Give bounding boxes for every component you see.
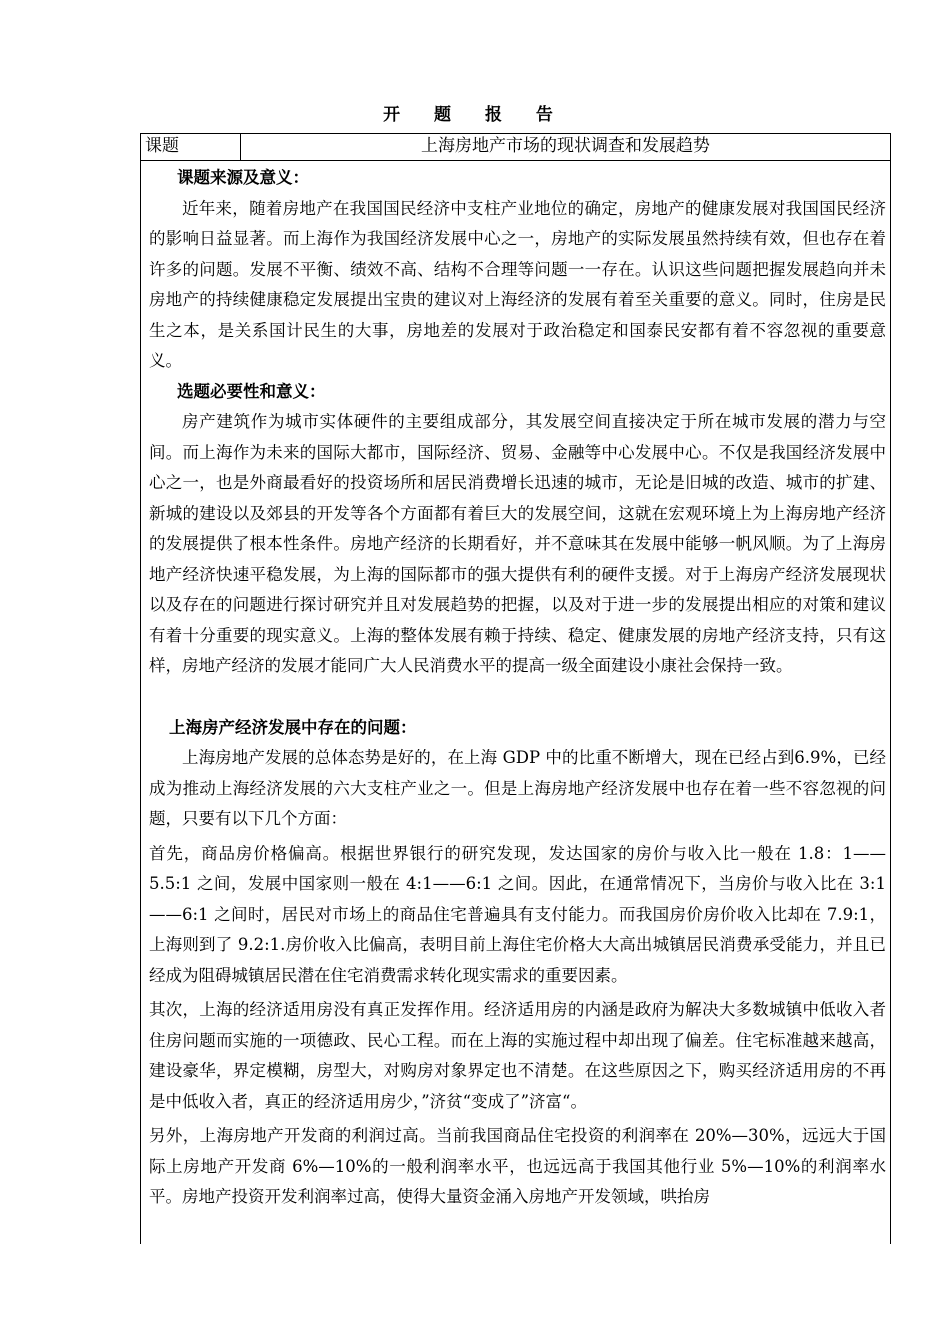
source-paragraph: 近年来，随着房地产在我国国民经济中支柱产业地位的确定，房地产的健康发展对我国国民经济的影响日益显著。而上海作为我国经济发展中心之一，房地产的实际发展虽然持续有效，但也存在着许多的问题。发展不平衡、绩效不高、结构不合理等问题一一存在。认识这些问题把握发展趋向并未房地产的持续健康稳定发展提出宝贵的建议对上海经济的发展有着至关重要的意义。同时，住房是民生之本，是关系国计民生的大事，房地差的发展对于政治稳定和国泰民安都有着不容忽视的重要意义。 bbox=[149, 198, 886, 370]
report-body bbox=[149, 163, 886, 1213]
topic-row bbox=[141, 134, 890, 161]
problem-paragraph-2: 其次，上海的经济适用房没有真正发挥作用。经济适用房的内涵是政府为解决大多数城镇中低收入者住房问题而实施的一项德政、民心工程。而在上海的实施过程中却出现了偏差。住宅标准越来越高，建设豪华，界定模糊，房型大，对购房对象界定也不清楚。在这些原因之下，购买经济适用房的不再是中低收入者，真正的经济适用房少，”济贫“变成了”济富“。 bbox=[149, 1000, 886, 1111]
topic-label: 课题 bbox=[141, 134, 241, 160]
problems-intro: 上海房地产发展的总体态势是好的，在上海 GDP 中的比重不断增大，现在已经占到6.9%，已经成为推动上海经济发展的六大支柱产业之一。但是上海房地产经济发展中也存在着一些不容忽视的问题，只要有以下几个方面： bbox=[149, 748, 886, 828]
problem-paragraph-1: 首先，商品房价格偏高。根据世界银行的研究发现，发达国家的房价与收入比一般在 1.8：1——5.5:1 之间，发展中国家则一般在 4:1——6:1 之间。因此，在通常情况下，当房价与收入比在 3:1——6:1 之间时，居民对市场上的商品住宅普遍具有支付能力。而我国房价房价收入比却在 7.9:1，上海则到了 9.2:1.房价收入比偏高，表明目前上海住宅价格大大高出城镇居民消费承受能力，并且已经成为阻碍城镇居民潜在住宅消费需求转化现实需求的重要因素。 bbox=[149, 843, 886, 985]
page-title: 开 题 报 告 bbox=[383, 105, 567, 125]
problem-paragraph-3: 另外，上海房地产开发商的利润过高。当前我国商品住宅投资的利润率在 20%—30%，远远大于国际上房地产开发商 6%—10%的一般利润率水平，也远远高于我国其他行业 5%—10%的利润率水平。房地产投资开发利润率过高，使得大量资金涌入房地产开发领域，哄抬房 bbox=[149, 1126, 886, 1206]
source-heading: 课题来源及意义： bbox=[177, 168, 309, 187]
spacer bbox=[149, 682, 886, 713]
necessity-paragraph: 房产建筑作为城市实体硬件的主要组成部分，其发展空间直接决定于所在城市发展的潜力与空间。而上海作为未来的国际大都市，国际经济、贸易、金融等中心发展中心。不仅是我国经济发展中心之一，也是外商最看好的投资场所和居民消费增长迅速的城市，无论是旧城的改造、城市的扩建、新城的建设以及郊县的开发等各个方面都有着巨大的发展空间，这就在宏观环境上为上海房地产经济的发展提供了根本性条件。房地产经济的长期看好，并不意味其在发展中能够一帆风顺。为了上海房地产经济快速平稳发展，为上海的国际都市的强大提供有利的硬件支援。对于上海房产经济发展现状以及存在的问题进行探讨研究并且对发展趋势的把握，以及对于进一步的发展提出相应的对策和建议有着十分重要的现实意义。上海的整体发展有赖于持续、稳定、健康发展的房地产经济支持，只有这样，房地产经济的发展才能同广大人民消费水平的提高一级全面建设小康社会保持一致。 bbox=[149, 412, 886, 675]
problems-heading: 上海房产经济发展中存在的问题： bbox=[169, 717, 417, 737]
report-table bbox=[140, 133, 891, 1244]
topic-value: 上海房地产市场的现状调查和发展趋势 bbox=[421, 136, 710, 156]
necessity-heading: 选题必要性和意义： bbox=[177, 381, 326, 401]
